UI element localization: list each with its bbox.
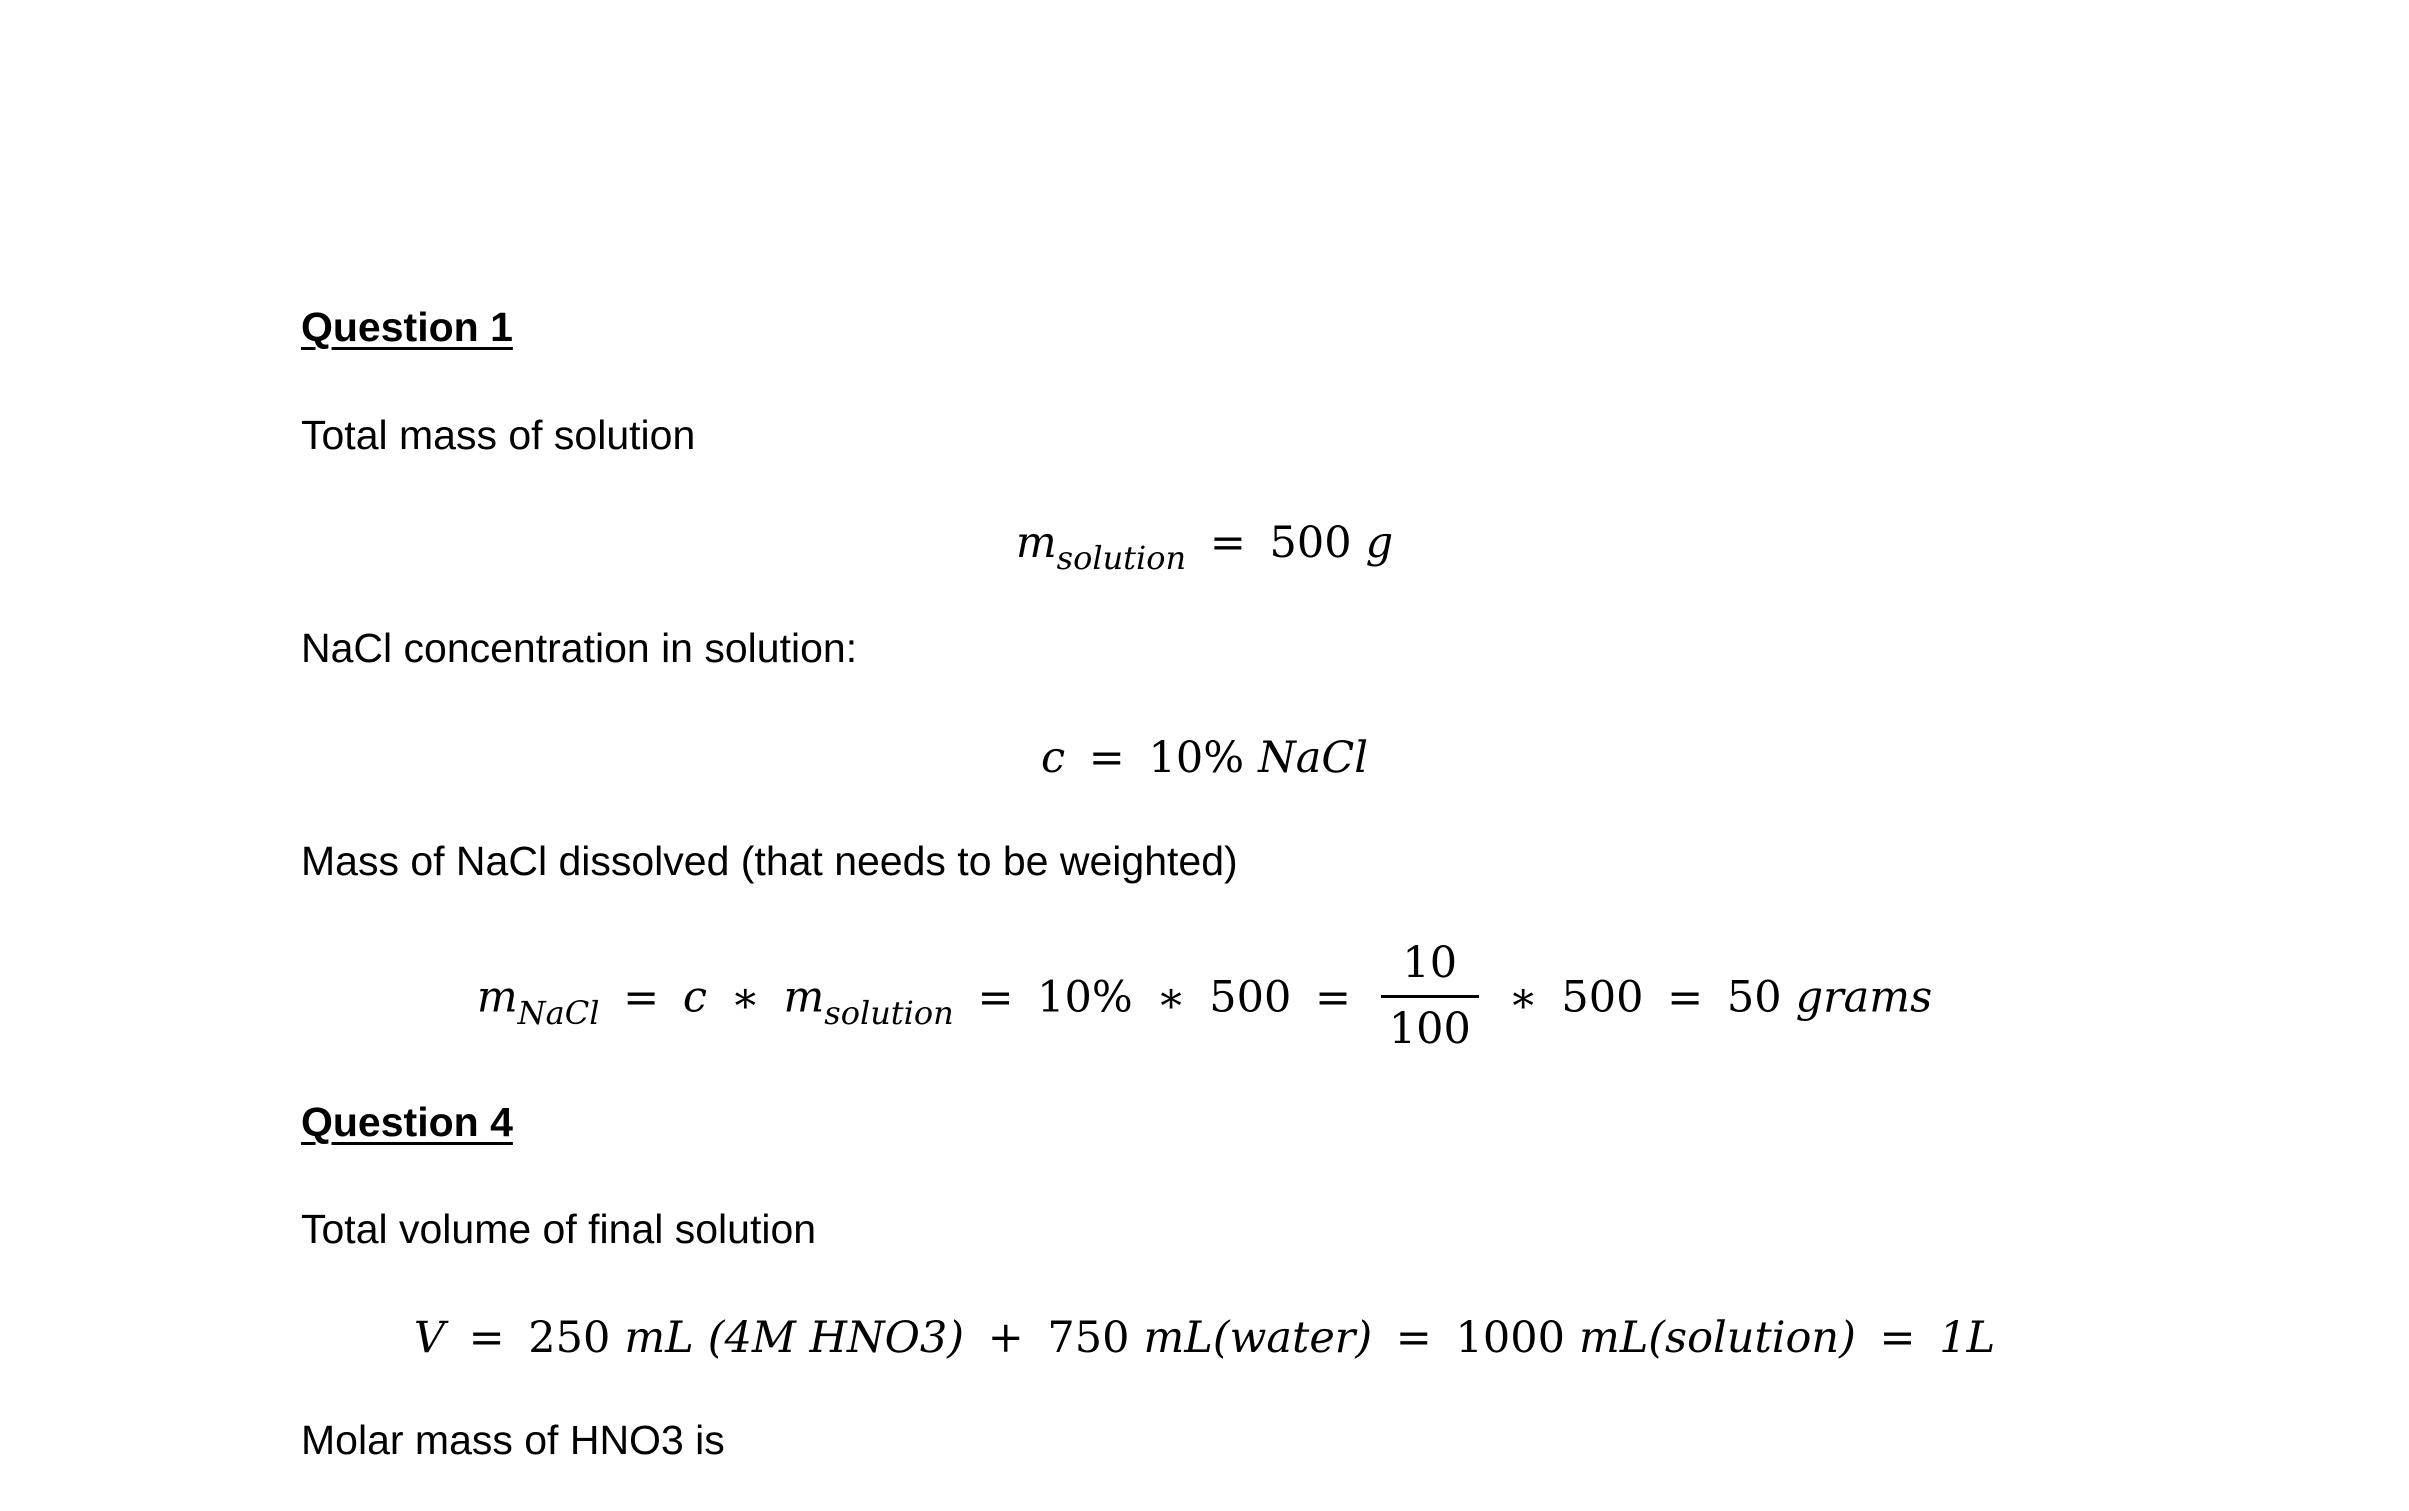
eq4-a-note: (4M HNO3) <box>707 1313 965 1363</box>
eq4-b-unit: mL <box>1143 1313 1213 1363</box>
nacl-concentration-label: NaCl concentration in solution: <box>301 625 858 671</box>
eq4-c-unit: mL <box>1578 1313 1649 1363</box>
eq3-m2: m <box>783 972 825 1023</box>
mass-nacl-dissolved-label: Mass of NaCl dissolved (that needs to be weighted) <box>301 838 1238 884</box>
eq-value-10pct: 10% <box>1148 733 1245 783</box>
fraction-denominator: 100 <box>1388 1004 1471 1054</box>
question-4-heading: Question 4 <box>301 1099 513 1145</box>
eq4-a: 250 <box>528 1313 611 1363</box>
eq3-mass2: 500 <box>1561 972 1644 1023</box>
eq3-mass: 500 <box>1209 972 1292 1023</box>
mass-solution-equation: $m_{solution} = 500$ g <box>1015 518 1394 577</box>
eq3-var-m: m <box>476 972 518 1023</box>
eq-unit-g: g <box>1365 518 1394 568</box>
eq3-sub-nacl: NaCl <box>517 993 600 1032</box>
total-mass-label: Total mass of solution <box>301 412 696 458</box>
eq4-c: 1000 <box>1455 1313 1565 1363</box>
eq-value-500: 500 <box>1269 518 1352 568</box>
eq4-a-unit: mL <box>624 1313 694 1363</box>
eq3-fraction <box>1381 938 1479 1054</box>
eq3-c: c <box>682 972 707 1023</box>
eq-unit-nacl: NaCl <box>1258 733 1368 783</box>
eq3-m2-sub: solution <box>824 993 954 1032</box>
mass-nacl-equation: $m_{NaCl} = c$ ∗ $m_{solution} = 10\%$ ∗ 500 = $\frac{10}{100}$ ∗ 500 = 50 grams <box>476 938 1933 1054</box>
fraction-numerator: 10 <box>1381 942 1479 998</box>
eq-var-c: c <box>1041 733 1066 783</box>
eq4-b-note: (water) <box>1212 1313 1373 1363</box>
eq4-b: 750 <box>1047 1313 1130 1363</box>
eq-var-m: m <box>1015 518 1057 568</box>
eq3-result: 50 <box>1726 972 1782 1023</box>
eq3-result-unit: grams <box>1795 972 1933 1023</box>
volume-equation: V = 250 mL (4M HNO3) + 750 mL(water) = 1000 mL(solution) = 1L <box>413 1313 1996 1363</box>
eq4-d: 1L <box>1939 1313 1996 1363</box>
eq-sub-solution: solution <box>1056 539 1187 577</box>
total-volume-label: Total volume of final solution <box>301 1206 817 1252</box>
question-1-heading: Question 1 <box>301 304 513 350</box>
concentration-equation: c = 10% NaCl <box>1041 733 1368 783</box>
eq3-pct: 10% <box>1037 972 1133 1023</box>
eq4-c-note: (solution) <box>1648 1313 1856 1363</box>
molar-mass-label: Molar mass of HNO3 is <box>301 1417 725 1463</box>
eq4-var-v: V <box>413 1313 445 1363</box>
